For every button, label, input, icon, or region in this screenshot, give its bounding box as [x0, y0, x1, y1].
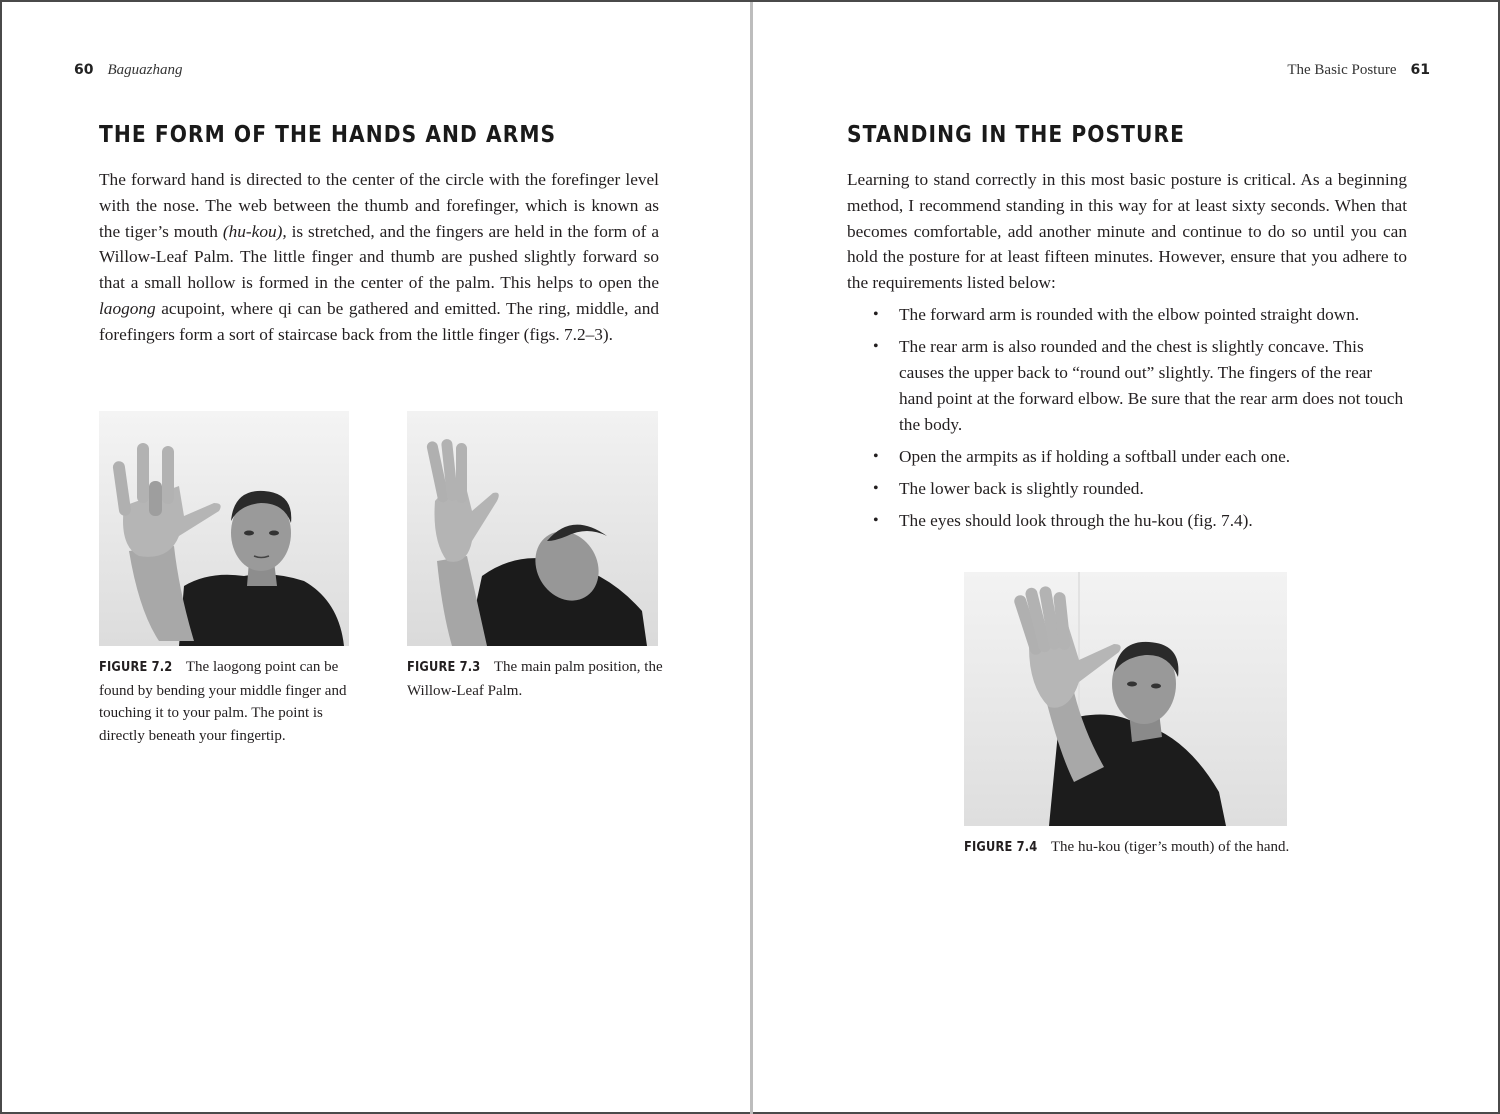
bullet-icon: •	[873, 479, 879, 497]
body-paragraph: Learning to stand correctly in this most basic posture is critical. As a beginning method, I recommend standing in this way for at least sixty seconds. When that becomes comfortable, add another minute and continue to do so until you can hold the posture for at least fifteen minutes. However, ensure that you adhere to the requirements listed below:	[847, 170, 1407, 293]
bullet-icon: •	[873, 447, 879, 465]
text-run: acupoint, where qi can be gathered and emitted. The ring, middle, and forefingers form a sort of staircase back from the little finger (figs. 7.2–3).	[99, 298, 659, 344]
chapter-title: The Basic Posture	[1287, 62, 1397, 78]
italic-term: (hu-kou),	[222, 221, 287, 241]
list-item	[847, 476, 1407, 502]
section-title: STANDING IN THE POSTURE	[847, 122, 1186, 148]
text-run: The forward hand is directed to the center of the circle with the forefinger level with the nose. The web between the thumb and forefinger, which is known as the tiger’s mouth	[99, 170, 659, 241]
list-item-text: The eyes should look through the hu-kou (fig. 7.4).	[899, 511, 1253, 531]
figure-7-2-caption	[99, 656, 359, 747]
figure-7-2-photo	[99, 411, 349, 646]
requirements-list	[847, 302, 1407, 540]
bullet-icon: •	[873, 338, 879, 356]
text-run: is stretched, and the fingers are held in the form of a Willow-Leaf Palm. The little finger and thumb are pushed slightly forward so that a small hollow is formed in the center of the palm. This helps to open the	[99, 221, 659, 293]
caption-text: The hu-kou (tiger’s mouth) of the hand.	[1050, 839, 1290, 855]
man-raising-hand-photo-icon	[99, 411, 349, 646]
right-page	[753, 2, 1500, 1112]
list-item	[847, 334, 1407, 437]
figure-label: FIGURE 7.2	[99, 660, 173, 675]
caption-text: The main palm position, the Willow-Leaf Palm.	[407, 659, 663, 699]
list-item-text: Open the armpits as if holding a softball under each one.	[899, 446, 1291, 466]
list-item-text: The forward arm is rounded with the elbow pointed straight down.	[899, 305, 1360, 324]
man-extended-arm-photo-icon	[964, 572, 1287, 826]
right-running-head	[1287, 60, 1430, 80]
figure-label: FIGURE 7.3	[407, 660, 481, 675]
italic-term: laogong	[99, 298, 156, 318]
list-item	[847, 508, 1407, 534]
list-item	[847, 302, 1407, 328]
figure-7-3-photo	[407, 411, 658, 646]
body-paragraph	[99, 167, 659, 348]
page-number: 61	[1410, 62, 1430, 78]
figure-label: FIGURE 7.4	[964, 840, 1038, 855]
figure-7-3-caption	[407, 656, 667, 702]
bullet-icon: •	[873, 306, 879, 323]
section-title: THE FORM OF THE HANDS AND ARMS	[99, 122, 557, 148]
list-item-text: The rear arm is also rounded and the chest is slightly concave. This causes the upper back to “round out” slightly. The fingers of the rear hand point at the forward elbow. Be sure that the rear arm does not touch the body.	[899, 337, 1404, 434]
left-running-head	[74, 60, 182, 80]
left-page	[2, 2, 750, 1112]
book-title: Baguazhang	[107, 62, 183, 78]
figure-7-4-photo	[964, 572, 1287, 826]
list-item	[847, 444, 1407, 470]
page-number: 60	[74, 62, 94, 78]
caption-text: The laogong point can be found by bending your middle finger and touching it to your palm. The point is directly beneath your fingertip.	[99, 659, 347, 744]
list-item-text: The lower back is slightly rounded.	[899, 478, 1144, 498]
figure-7-4-caption	[964, 836, 1344, 860]
bullet-icon: •	[873, 512, 879, 530]
man-willow-leaf-palm-photo-icon	[407, 411, 658, 646]
